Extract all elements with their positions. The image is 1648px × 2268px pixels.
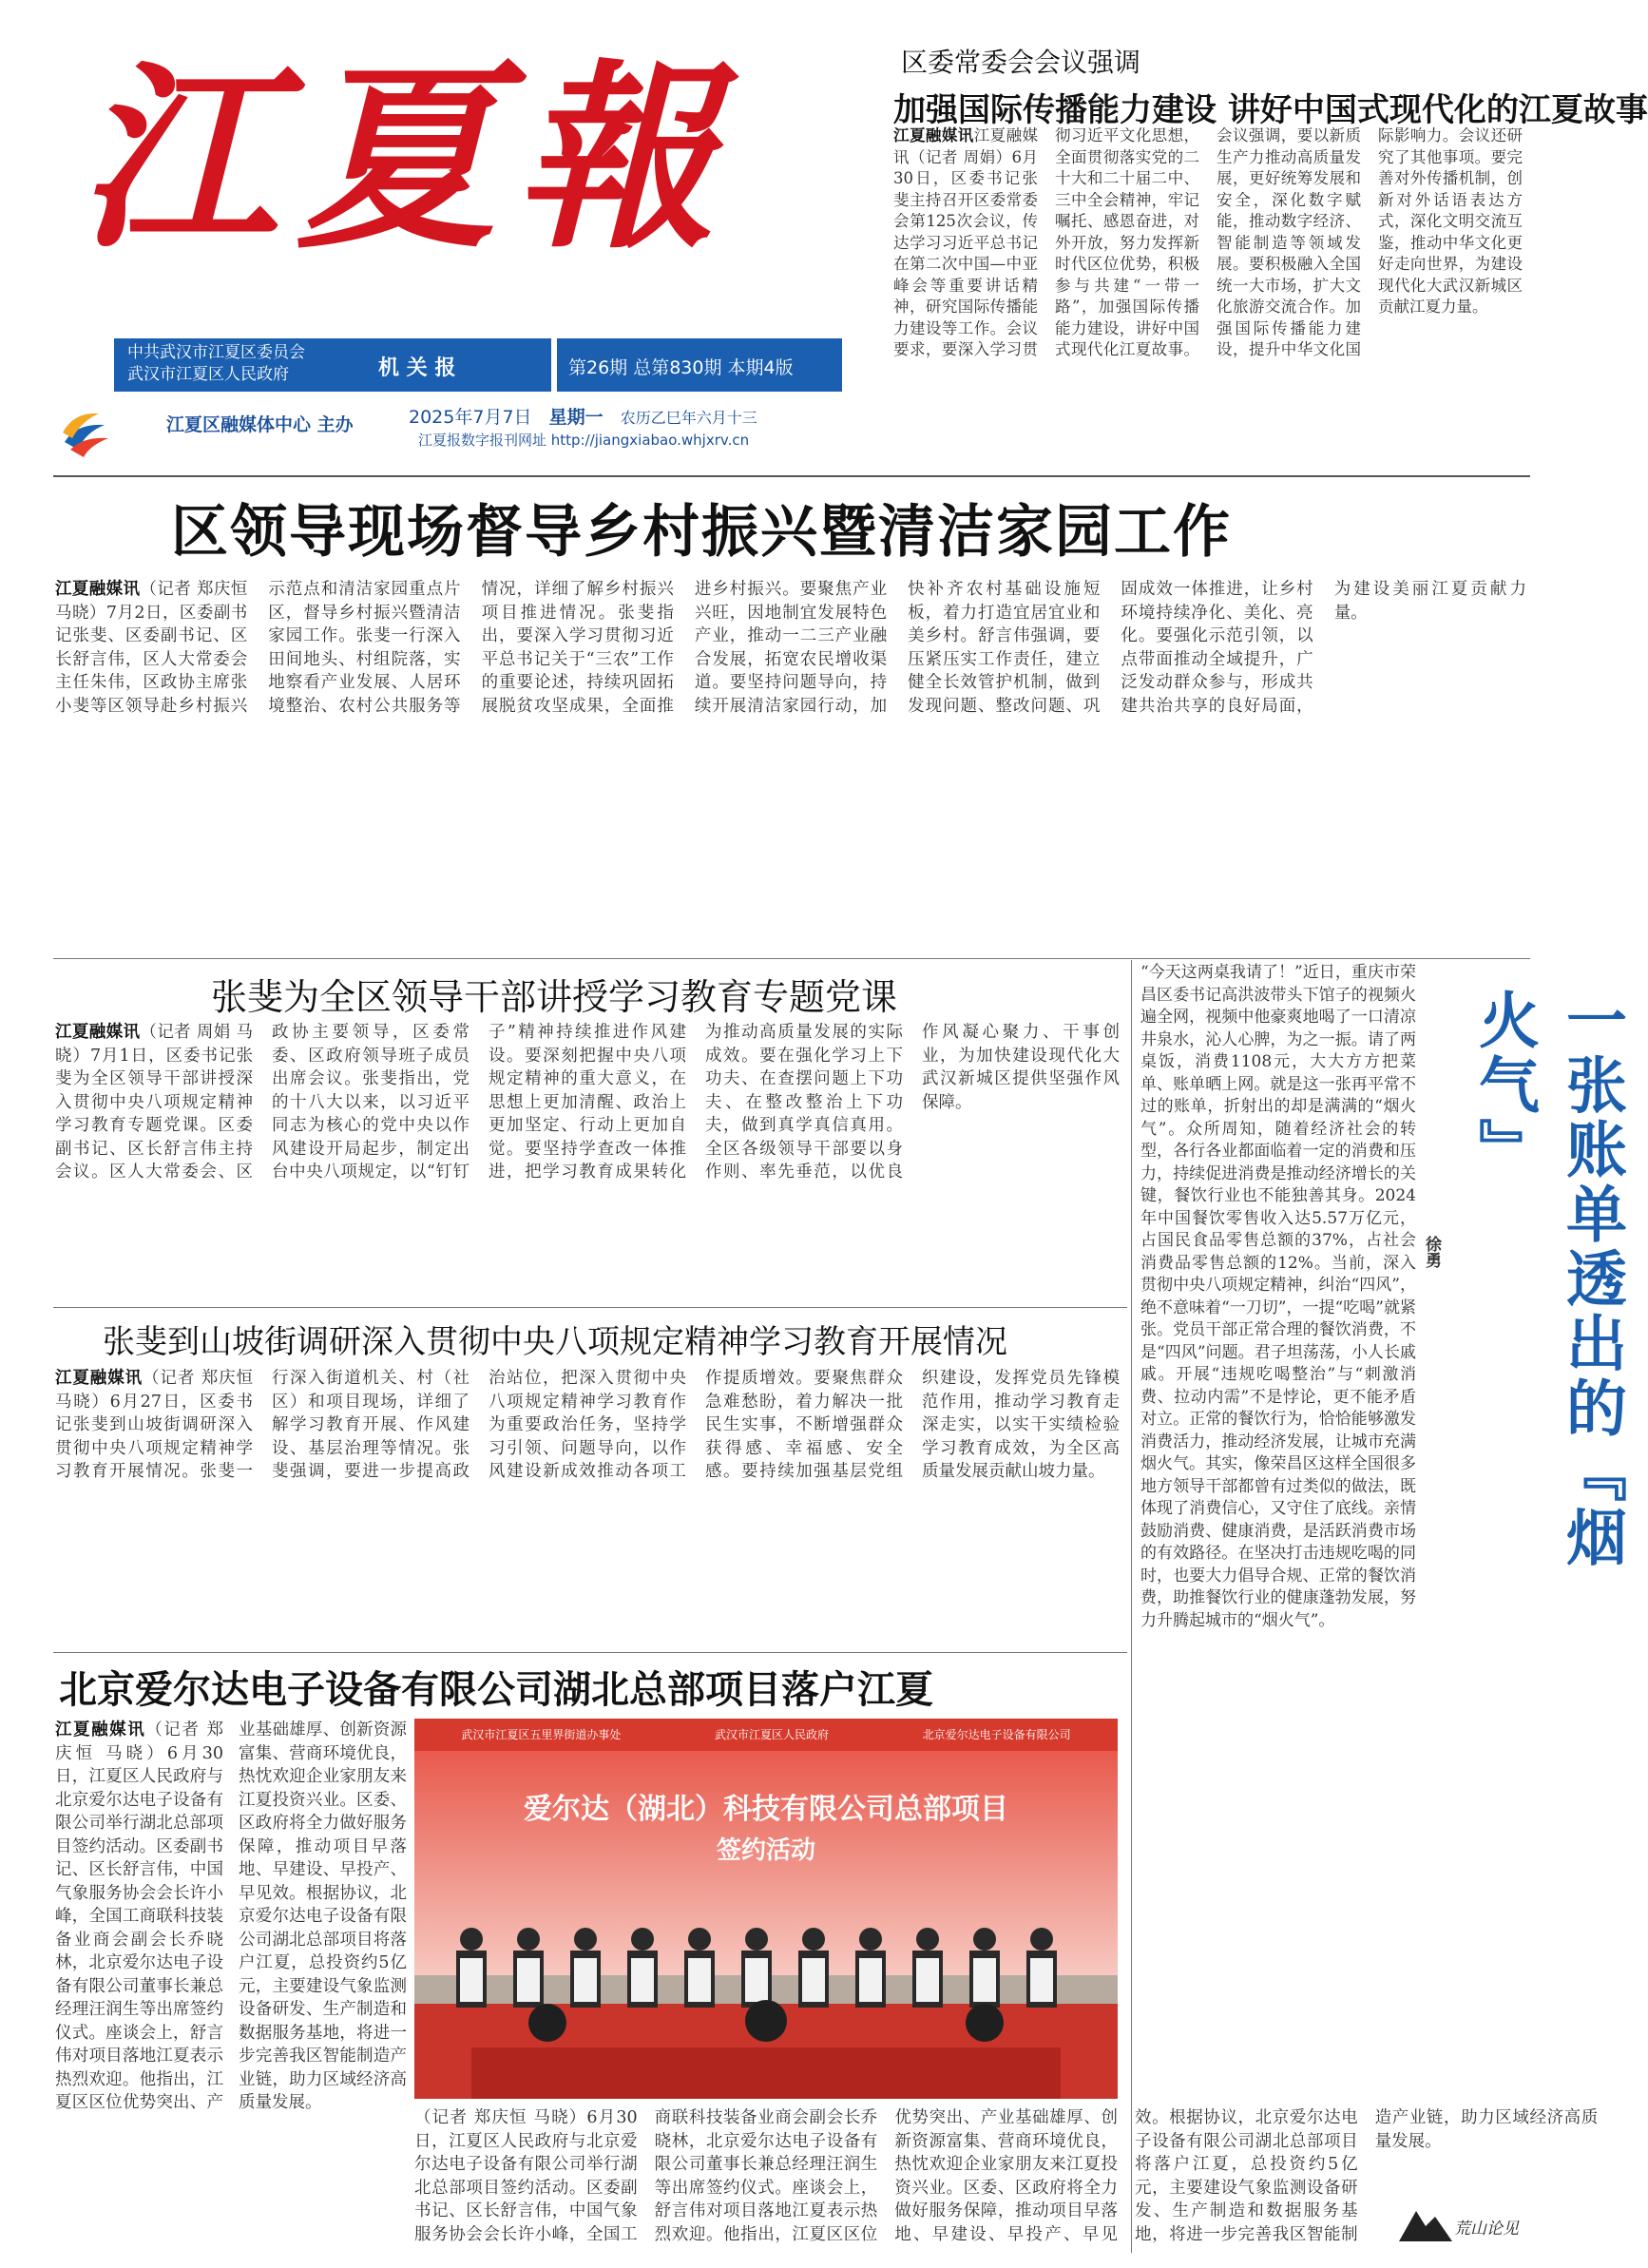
story2-text: （记者 周娟 马晓）7月1日，区委书记张斐为全区领导干部讲授深入贯彻中央八项规定精神学习教育专题党课。区委副书记、区长舒言伟主持会议。区人大常委会、区政协主要领导，区委常委、区政府领导班子成员出席会议。张斐指出，党的十八大以来，以习近平同志为核心的党中央以作风建设开局起步，制定出台中央八项规定，以“钉钉子”精神持续推进作风建设。要深刻把握中央八项规定精神的重大意义，在思想上更加清醒、政治上更加坚定、行动上更加自觉。要坚持学查改一体推进，把学习教育成果转化为推动高质量发展的实际成效。要在强化学习上下功夫、在查摆问题上下功夫、在整改整治上下功夫，做到真学真信真用。全区各级领导干部要以身作则、率先垂范，以优良作风凝心聚力、干事创业，为加快建设现代化大武汉新城区提供坚强作风保障。	[55, 1023, 1120, 1182]
story2-divider	[53, 1307, 1127, 1308]
lead-title: 区领导现场督导乡村振兴暨清洁家园工作	[171, 499, 1232, 566]
issue-banner	[557, 338, 842, 392]
story2-byline: 江夏融媒讯	[55, 1023, 141, 1042]
photo-org-3: 北京爱尔达电子设备有限公司	[922, 1728, 1071, 1741]
lunar-date: 农历乙巳年六月十三	[620, 409, 757, 427]
top-story-kicker: 区委常委会会议强调	[901, 47, 1141, 78]
lead-divider	[53, 958, 1530, 959]
story4-text: （记者 郑庆恒 马晓）6月30日，江夏区人民政府与北京爱尔达电子设备有限公司举行湖北总部项目签约活动。区委副书记、区长舒言伟，中国气象服务协会会长许小峰，全国工商联科技装备业商会副会长乔晓林，北京爱尔达电子设备有限公司董事长兼总经理汪润生等出席签约仪式。座谈会上，舒言伟对项目落地江夏表示热烈欢迎。他指出，江夏区区位优势突出、产业基础雄厚、创新资源富集、营商环境优良，热忱欢迎企业家朋友来江夏投资兴业。区委、区政府将全力做好服务保障，推动项目早落地、早建设、早投产、早见效。根据协议，北京爱尔达电子设备有限公司湖北总部项目将落户江夏，总投资约5亿元，主要建设气象监测设备研发、生产制造和数据服务基地，将进一步完善我区智能制造产业链，助力区域经济高质量发展。	[55, 1720, 407, 2112]
story4-title: 北京爱尔达电子设备有限公司湖北总部项目落户江夏	[59, 1668, 933, 1712]
org-line2: 武汉市江夏区人民政府	[127, 365, 289, 384]
top-story-title: 加强国际传播能力建设 讲好中国式现代化的江夏故事	[893, 91, 1648, 129]
issue-weekday: 星期一	[548, 407, 604, 428]
photo-banner-title: 爱尔达（湖北）科技有限公司总部项目	[524, 1793, 1008, 1826]
signing-photo	[414, 1719, 1118, 2099]
story2-body	[55, 1021, 1120, 1297]
photo-org-2: 武汉市江夏区人民政府	[714, 1728, 829, 1741]
masthead-divider	[53, 475, 1530, 477]
issue-date: 2025年7月7日	[409, 407, 532, 428]
commentary-text: “今天这两桌我请了！”近日，重庆市荣昌区委书记高洪波带头下馆子的视频火遍全网，视频中他豪爽地喝了一口清凉井泉水，沁人心脾，为之一振。请了两桌饭，消费1108元，大大方方把菜单、账单晒上网。就是这一张再平常不过的账单，折射出的却是满满的“烟火气”。众所周知，随着经济社会的转型，各行各业都面临着一定的消费和压力，持续促进消费是推动经济增长的关键，餐饮行业也不能独善其身。2024年中国餐饮零售收入达5.57万亿元，占国民食品零售总额的37%，占社会消费品零售总额的12%。当前，深入贯彻中央八项规定精神，纠治“四风”，绝不意味着“一刀切”，一提“吃喝”就紧张。党员干部正常合理的餐饮消费，不是“四风”问题。君子坦荡荡，小人长戚戚。开展“违规吃喝整治”与“刺激消费、拉动内需”不是悖论，更不能矛盾对立。正常的餐饮行为，恰恰能够激发消费活力，推动经济发展，让城市充满烟火气。其实，像荣昌区这样全国很多地方领导干部都曾有过类似的做法，既体现了消费信心，又守住了底线。亲情鼓励消费、健康消费，是活跃消费市场的有效路径。在坚决打击违规吃喝的同时，也要大力倡导合规、正常的餐饮消费，助推餐饮行业的健康蓬勃发展，努力升腾起城市的“烟火气”。	[1140, 963, 1416, 1630]
story3-text: （记者 郑庆恒 马晓）6月27日，区委书记张斐到山坡街调研深入贯彻中央八项规定精神学习教育开展情况。张斐一行深入街道机关、村（社区）和项目现场，详细了解学习教育开展、作风建设、基层治理等情况。张斐强调，要进一步提高政治站位，把深入贯彻中央八项规定精神学习教育作为重要政治任务，坚持学习引领、问题导向，以作风建设新成效推动各项工作提质增效。要聚焦群众急难愁盼，着力解决一批民生实事，不断增强群众获得感、幸福感、安全感。要持续加强基层党组织建设，发挥党员先锋模范作用，推动学习教育走深走实，以实干实绩检验学习教育成效，为全区高质量发展贡献山坡力量。	[55, 1369, 1120, 1481]
media-center-emblem	[57, 404, 114, 461]
date-line	[409, 403, 757, 429]
paper-type: 机 关 报	[378, 356, 456, 380]
website-line: 江夏报数字报刊网址 http://jiangxiabao.whjxrv.cn	[418, 432, 750, 449]
story3-byline: 江夏融媒讯	[55, 1369, 144, 1388]
story3-title: 张斐到山坡街调研深入贯彻中央八项规定精神学习教育开展情况	[103, 1323, 1007, 1361]
org-line1: 中共武汉市江夏区委员会	[127, 343, 305, 362]
lead-text: （记者 郑庆恒 马晓）7月2日，区委副书记张斐、区委副书记、区长舒言伟，区人大常委会主任朱伟，区政协主席张小斐等区领导赴乡村振兴示范点和清洁家园重点片区，督导乡村振兴暨清洁家园工作。张斐一行深入田间地头、村组院落，实地察看产业发展、人居环境整治、农村公共服务等情况，详细了解乡村振兴项目推进情况。张斐指出，要深入学习贯彻习近平总书记关于“三农”工作的重要论述，持续巩固拓展脱贫攻坚成果，全面推进乡村振兴。要聚焦产业兴旺，因地制宜发展特色产业，推动一二三产业融合发展，拓宽农民增收渠道。要坚持问题导向，持续开展清洁家园行动，加快补齐农村基础设施短板，着力打造宜居宜业和美乡村。舒言伟强调，要压紧压实工作责任，建立健全长效管护机制，做到发现问题、整改问题、巩固成效一体推进，让乡村环境持续净化、美化、亮化。要强化示范引领，以点带面推动全域提升，广泛发动群众参与，形成共建共治共享的良好局面，为建设美丽江夏贡献力量。	[55, 580, 1526, 716]
masthead-calligraphy	[68, 41, 867, 276]
story4-text-cont: （记者 郑庆恒 马晓）6月30日，江夏区人民政府与北京爱尔达电子设备有限公司举行湖北总部项目签约活动。区委副书记、区长舒言伟，中国气象服务协会会长许小峰，全国工商联科技装备业商会副会长乔晓林，北京爱尔达电子设备有限公司董事长兼总经理汪润生等出席签约仪式。座谈会上，舒言伟对项目落地江夏表示热烈欢迎。他指出，江夏区区位优势突出、产业基础雄厚、创新资源富集、营商环境优良，热忱欢迎企业家朋友来江夏投资兴业。区委、区政府将全力做好服务保障，推动项目早落地、早建设、早投产、早见效。根据协议，北京爱尔达电子设备有限公司湖北总部项目将落户江夏，总投资约5亿元，主要建设气象监测设备研发、生产制造和数据服务基地，将进一步完善我区智能制造产业链，助力区域经济高质量发展。	[414, 2108, 1599, 2244]
commentary-stamp	[1397, 2201, 1540, 2249]
top-story-body	[893, 125, 1523, 464]
top-story-text: 江夏融媒讯（记者 周娟）6月30日，区委书记张斐主持召开区委常委会第125次会议，传达学习习近平总书记在第二次中国—中亚峰会等重要讲话精神，研究国际传播能力建设等工作。会议要求，要深入学习贯彻习近平文化思想，全面贯彻落实党的二十大和二十届二中、三中全会精神，牢记嘱托、感恩奋进，对外开放，努力发挥新时代区位优势，积极参与共建“一带一路”，加强国际传播能力建设，讲好中国式现代化江夏故事。会议强调，要以新质生产力推动高质量发展，更好统筹发展和安全，深化数字赋能，推动数字经济、智能制造等领域发展。要积极融入全国统一大市场，扩大文化旅游交流合作。加强国际传播能力建设，提升中华文化国际影响力。会议还研究了其他事项。要完善对外传播机制，创新对外话语表达方式，深化文明交流互鉴，推动中华文化更好走向世界，为建设现代化大武汉新城区贡献江夏力量。	[893, 126, 1523, 358]
host-line: 江夏区融媒体中心 主办	[166, 414, 354, 435]
masthead-logo	[68, 41, 867, 276]
lead-body	[55, 578, 1526, 949]
mountain-icon	[1397, 2203, 1454, 2245]
story3-divider	[53, 1652, 1127, 1653]
commentary-author: 徐勇	[1422, 1236, 1441, 1268]
story4-byline: 江夏融媒讯	[55, 1720, 146, 1739]
org-banner	[114, 338, 551, 392]
commentary-body	[1140, 962, 1416, 2245]
commentary-title: 一张账单透出的『烟火气』	[1468, 989, 1626, 1570]
issue-info: 第26期 总第830期 本期4版	[568, 357, 794, 378]
commentary-divider	[1131, 960, 1132, 2253]
masthead-title: 江夏報	[78, 41, 735, 276]
story3-body	[55, 1367, 1120, 1643]
photo-banner-subtitle: 签约活动	[716, 1836, 815, 1865]
svg-text:江夏報	[78, 41, 739, 276]
stamp-label: 荒山论见	[1454, 2220, 1519, 2239]
photo-org-1: 武汉市江夏区五里界街道办事处	[461, 1728, 622, 1741]
story2-title: 张斐为全区领导干部讲授学习教育专题党课	[211, 976, 898, 1018]
photo-org-row	[414, 1726, 1118, 1742]
top-story-byline: 江夏融媒讯	[893, 126, 974, 144]
lead-byline: 江夏融媒讯	[55, 580, 141, 599]
story4-body-left	[55, 1719, 407, 2251]
